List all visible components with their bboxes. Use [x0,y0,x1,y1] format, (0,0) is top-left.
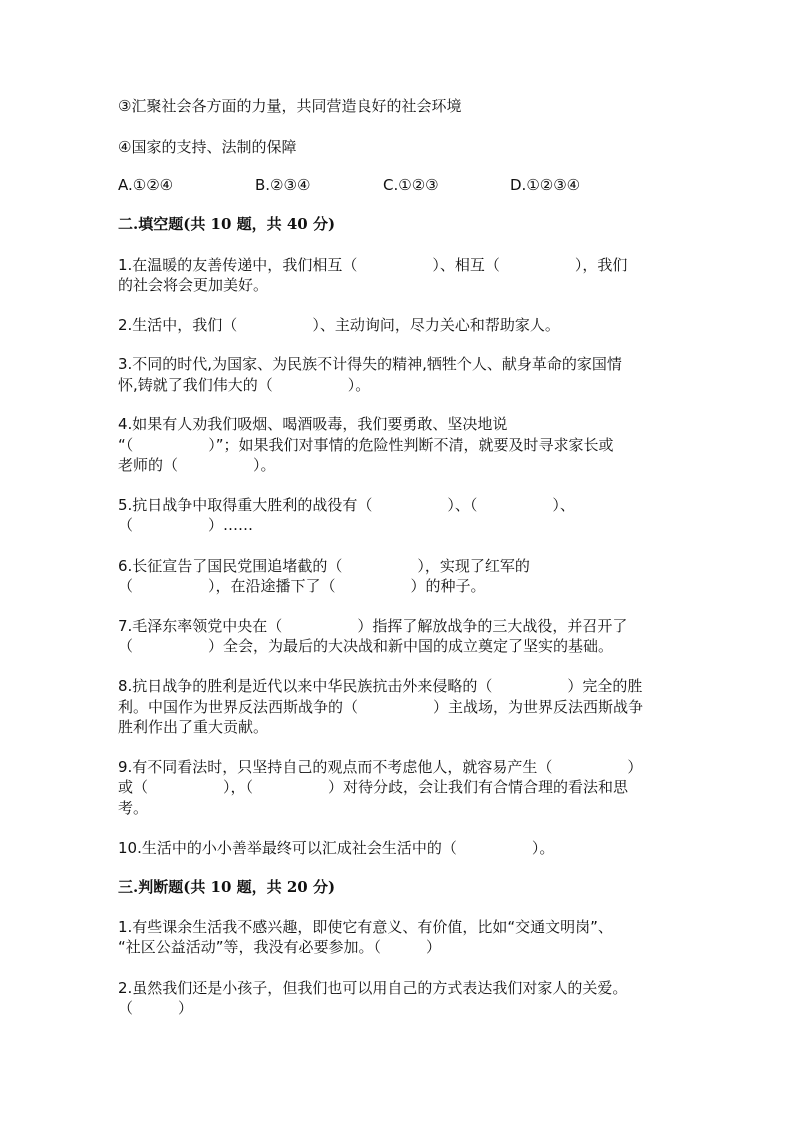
fill-question-5-line-1: 5.抗日战争中取得重大胜利的战役有（ ）、（ ）、 [118,496,575,514]
fill-question-9-line-2: 或（ ），（ ）对待分歧，会让我们有合情合理的看法和思 [118,778,629,796]
fill-question-7-line-2: （ ）全会，为最后的大决战和新中国的成立奠定了坚实的基础。 [118,637,614,655]
judge-question-1-line-2: “社区公益活动”等，我没有必要参加。（ ） [118,938,442,956]
fill-question-7-line-1: 7.毛泽东率领党中央在（ ）指挥了解放战争的三大战役，并召开了 [118,617,628,635]
fill-question-4-line-3: 老师的（ ）。 [118,456,276,474]
statement-4: ④国家的支持、法制的保障 [118,138,297,156]
fill-question-8-line-3: 胜利作出了重大贡献。 [118,718,269,736]
fill-question-10: 10.生活中的小小善举最终可以汇成社会生活中的（ ）。 [118,839,555,857]
judge-question-2-line-2: （ ） [118,999,194,1017]
fill-question-1-line-2: 的社会将会更加美好。 [118,276,269,294]
judge-section-heading: 三.判断题(共 10 题，共 20 分) [118,878,336,896]
option-d: D.①②③④ [510,176,581,194]
fill-question-9-line-3: 考。 [118,799,149,817]
fill-question-3-line-2: 怀,铸就了我们伟大的（ ）。 [118,376,371,394]
option-a: A.①②④ [118,176,174,194]
fill-question-1-line-1: 1.在温暖的友善传递中，我们相互（ ）、相互（ ），我们 [118,256,628,274]
fill-question-8-line-2: 利。中国作为世界反法西斯战争的（ ）主战场，为世界反法西斯战争 [118,698,644,716]
fill-question-3-line-1: 3.不同的时代,为国家、为民族不计得失的精神,牺牲个人、献身革命的家国情 [118,355,622,373]
option-b: B.②③④ [255,176,311,194]
fill-question-6-line-1: 6.长征宣告了国民党围追堵截的（ ），实现了红军的 [118,557,530,575]
fill-question-4-line-2: “（ ）”；如果我们对事情的危险性判断不清，就要及时寻求家长或 [118,436,614,454]
fill-question-8-line-1: 8.抗日战争的胜利是近代以来中华民族抗击外来侵略的（ ）完全的胜 [118,677,643,695]
fill-question-9-line-1: 9.有不同看法时，只坚持自己的观点而不考虑他人，就容易产生（ ） [118,758,643,776]
judge-question-1-line-1: 1.有些课余生活我不感兴趣，即使它有意义、有价值，比如“交通文明岗”、 [118,918,613,936]
statement-3: ③汇聚社会各方面的力量，共同营造良好的社会环境 [118,97,462,115]
fill-question-2: 2.生活中，我们（ ）、主动询问，尽力关心和帮助家人。 [118,316,560,334]
fill-in-section-heading: 二.填空题(共 10 题，共 40 分) [118,215,336,233]
judge-question-2-line-1: 2.虽然我们还是小孩子，但我们也可以用自己的方式表达我们对家人的关爱。 [118,979,628,997]
option-c: C.①②③ [383,176,439,194]
fill-question-4-line-1: 4.如果有人劝我们吸烟、喝酒吸毒，我们要勇敢、坚决地说 [118,415,508,433]
fill-question-6-line-2: （ ），在沿途播下了（ ）的种子。 [118,577,486,595]
fill-question-5-line-2: （ ）…… [118,516,254,534]
